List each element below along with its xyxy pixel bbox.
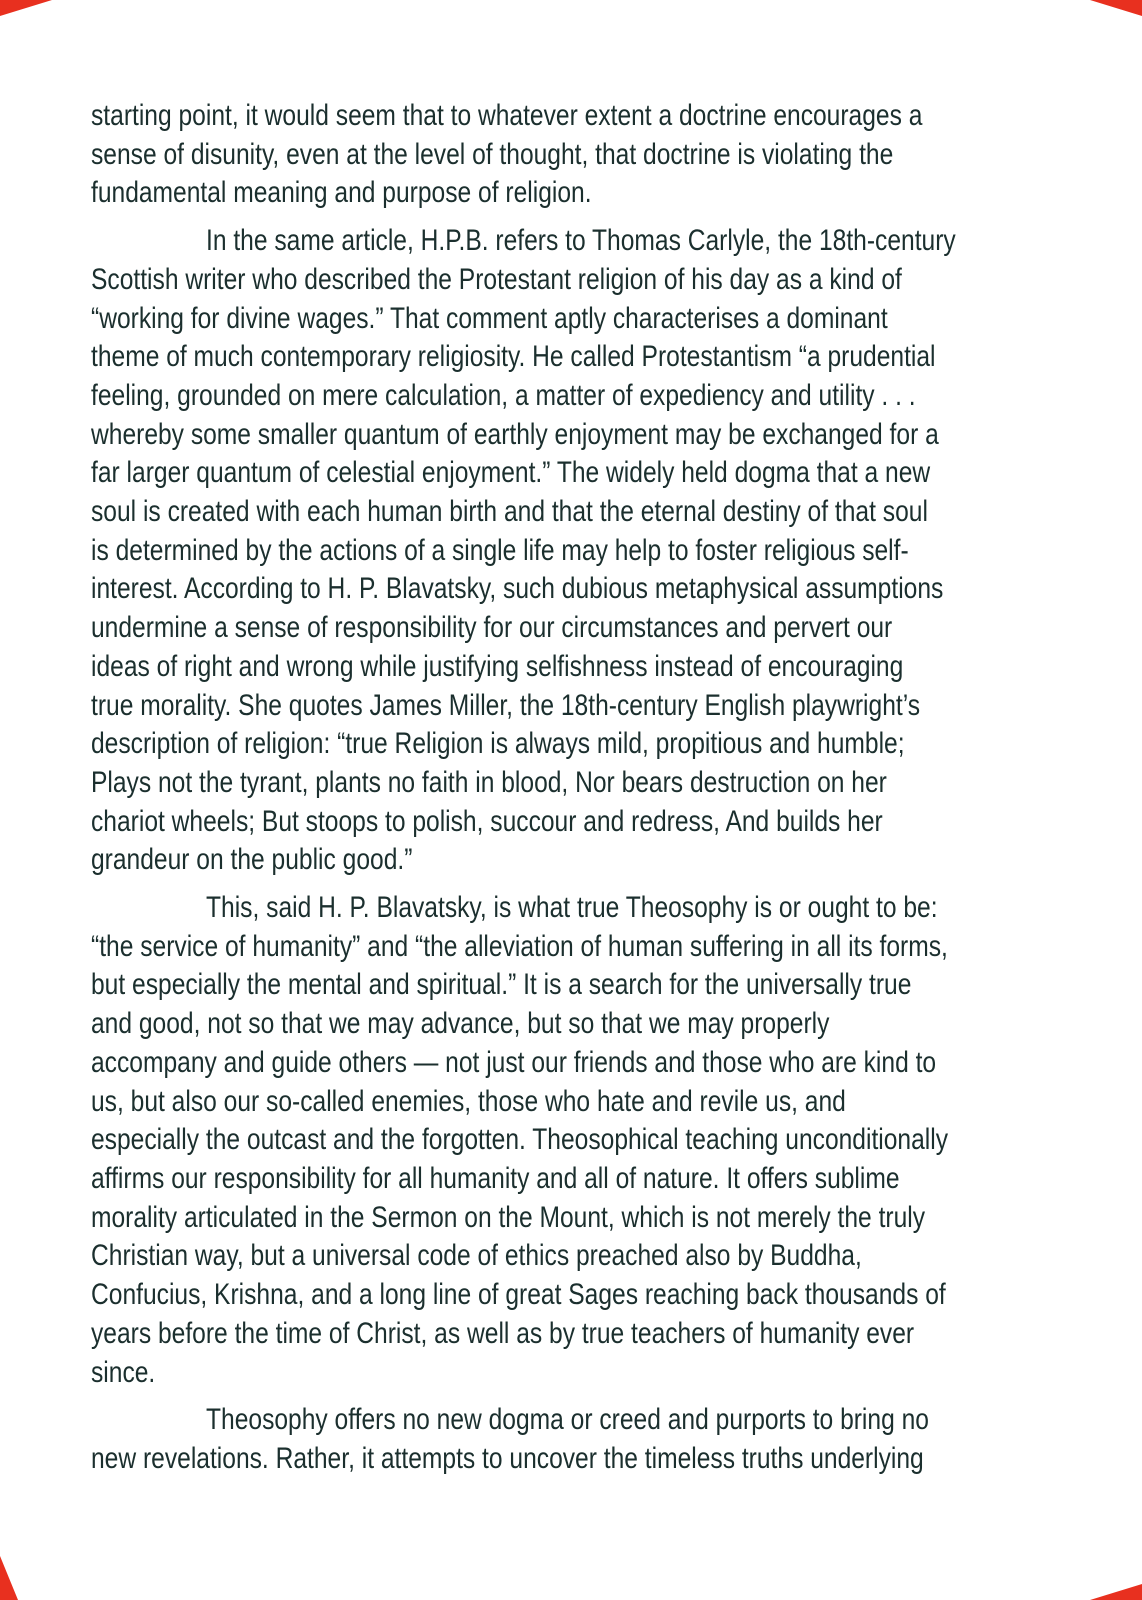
text-line: Christian way, but a universal code of ethics preached also by Buddha, — [91, 1239, 862, 1273]
text-line: interest. According to H. P. Blavatsky, such dubious metaphysical assumptions — [91, 572, 944, 606]
corner-mark-top-right-icon — [1082, 0, 1142, 60]
text-line: “working for divine wages.” That comment aptly characterises a dominant — [91, 301, 888, 335]
text-line: Confucius, Krishna, and a long line of great Sages reaching back thousands of — [91, 1278, 946, 1312]
corner-mark-bottom-right-icon — [1082, 1540, 1142, 1600]
text-line: and good, not so that we may advance, but so that we may properly — [91, 1007, 830, 1041]
text-line: This, said H. P. Blavatsky, is what true Theosophy is or ought to be: — [206, 891, 938, 925]
text-line: Theosophy offers no new dogma or creed and purports to bring no — [206, 1403, 929, 1437]
text-line: since. — [91, 1355, 156, 1389]
text-line: soul is created with each human birth and that the eternal destiny of that soul — [91, 495, 928, 529]
text-line: starting point, it would seem that to whatever extent a doctrine encourages a — [91, 99, 923, 132]
text-line: us, but also our so-called enemies, those who hate and revile us, and — [91, 1084, 846, 1118]
paragraph — [91, 889, 1071, 1392]
text-line: especially the outcast and the forgotten. Theosophical teaching unconditionally — [91, 1123, 949, 1157]
text-line: accompany and guide others — not just our friends and those who are kind to — [91, 1045, 937, 1079]
text-line: fundamental meaning and purpose of religion. — [91, 176, 592, 210]
text-line: theme of much contemporary religiosity. He called Protestantism “a prudential — [91, 340, 936, 374]
text-line: morality articulated in the Sermon on the Mount, which is not merely the truly — [91, 1200, 926, 1234]
text-line: ideas of right and wrong while justifying selfishness instead of encouraging — [91, 649, 904, 683]
corner-mark-top-left-icon — [0, 0, 60, 60]
paragraph — [91, 222, 1071, 880]
corner-mark-bottom-left-icon — [0, 1540, 60, 1600]
paragraph — [91, 1401, 1071, 1478]
text-line: In the same article, H.P.B. refers to Thomas Carlyle, the 18th-century — [206, 224, 956, 258]
text-line: but especially the mental and spiritual.” It is a search for the universally true — [91, 968, 912, 1002]
text-line: undermine a sense of responsibility for our circumstances and pervert our — [91, 611, 893, 645]
paragraph — [91, 97, 1071, 213]
text-line: whereby some smaller quantum of earthly enjoyment may be exchanged for a — [91, 417, 939, 451]
text-line: affirms our responsibility for all humanity and all of nature. It offers sublime — [91, 1161, 900, 1195]
text-line: years before the time of Christ, as well as by true teachers of humanity ever — [91, 1316, 915, 1350]
document-text-body — [91, 97, 1071, 1479]
text-line: new revelations. Rather, it attempts to uncover the timeless truths underlying — [91, 1441, 924, 1475]
text-line: Scottish writer who described the Protestant religion of his day as a kind of — [91, 262, 902, 296]
text-line: chariot wheels; But stoops to polish, succour and redress, And builds her — [91, 804, 883, 838]
text-line: grandeur on the public good.” — [91, 843, 413, 877]
text-line: is determined by the actions of a single life may help to foster religious self- — [91, 533, 909, 567]
text-line: far larger quantum of celestial enjoyment.” The widely held dogma that a new — [91, 456, 931, 490]
text-line: “the service of humanity” and “the alleviation of human suffering in all its forms, — [91, 929, 948, 963]
text-line: Plays not the tyrant, plants no faith in blood, Nor bears destruction on her — [91, 765, 887, 799]
text-line: description of religion: “true Religion is always mild, propitious and humble; — [91, 727, 905, 761]
text-line: true morality. She quotes James Miller, the 18th-century English playwright’s — [91, 688, 921, 722]
text-line: sense of disunity, even at the level of thought, that doctrine is violating the — [91, 137, 894, 171]
text-line: feeling, grounded on mere calculation, a matter of expediency and utility . . . — [91, 378, 916, 412]
